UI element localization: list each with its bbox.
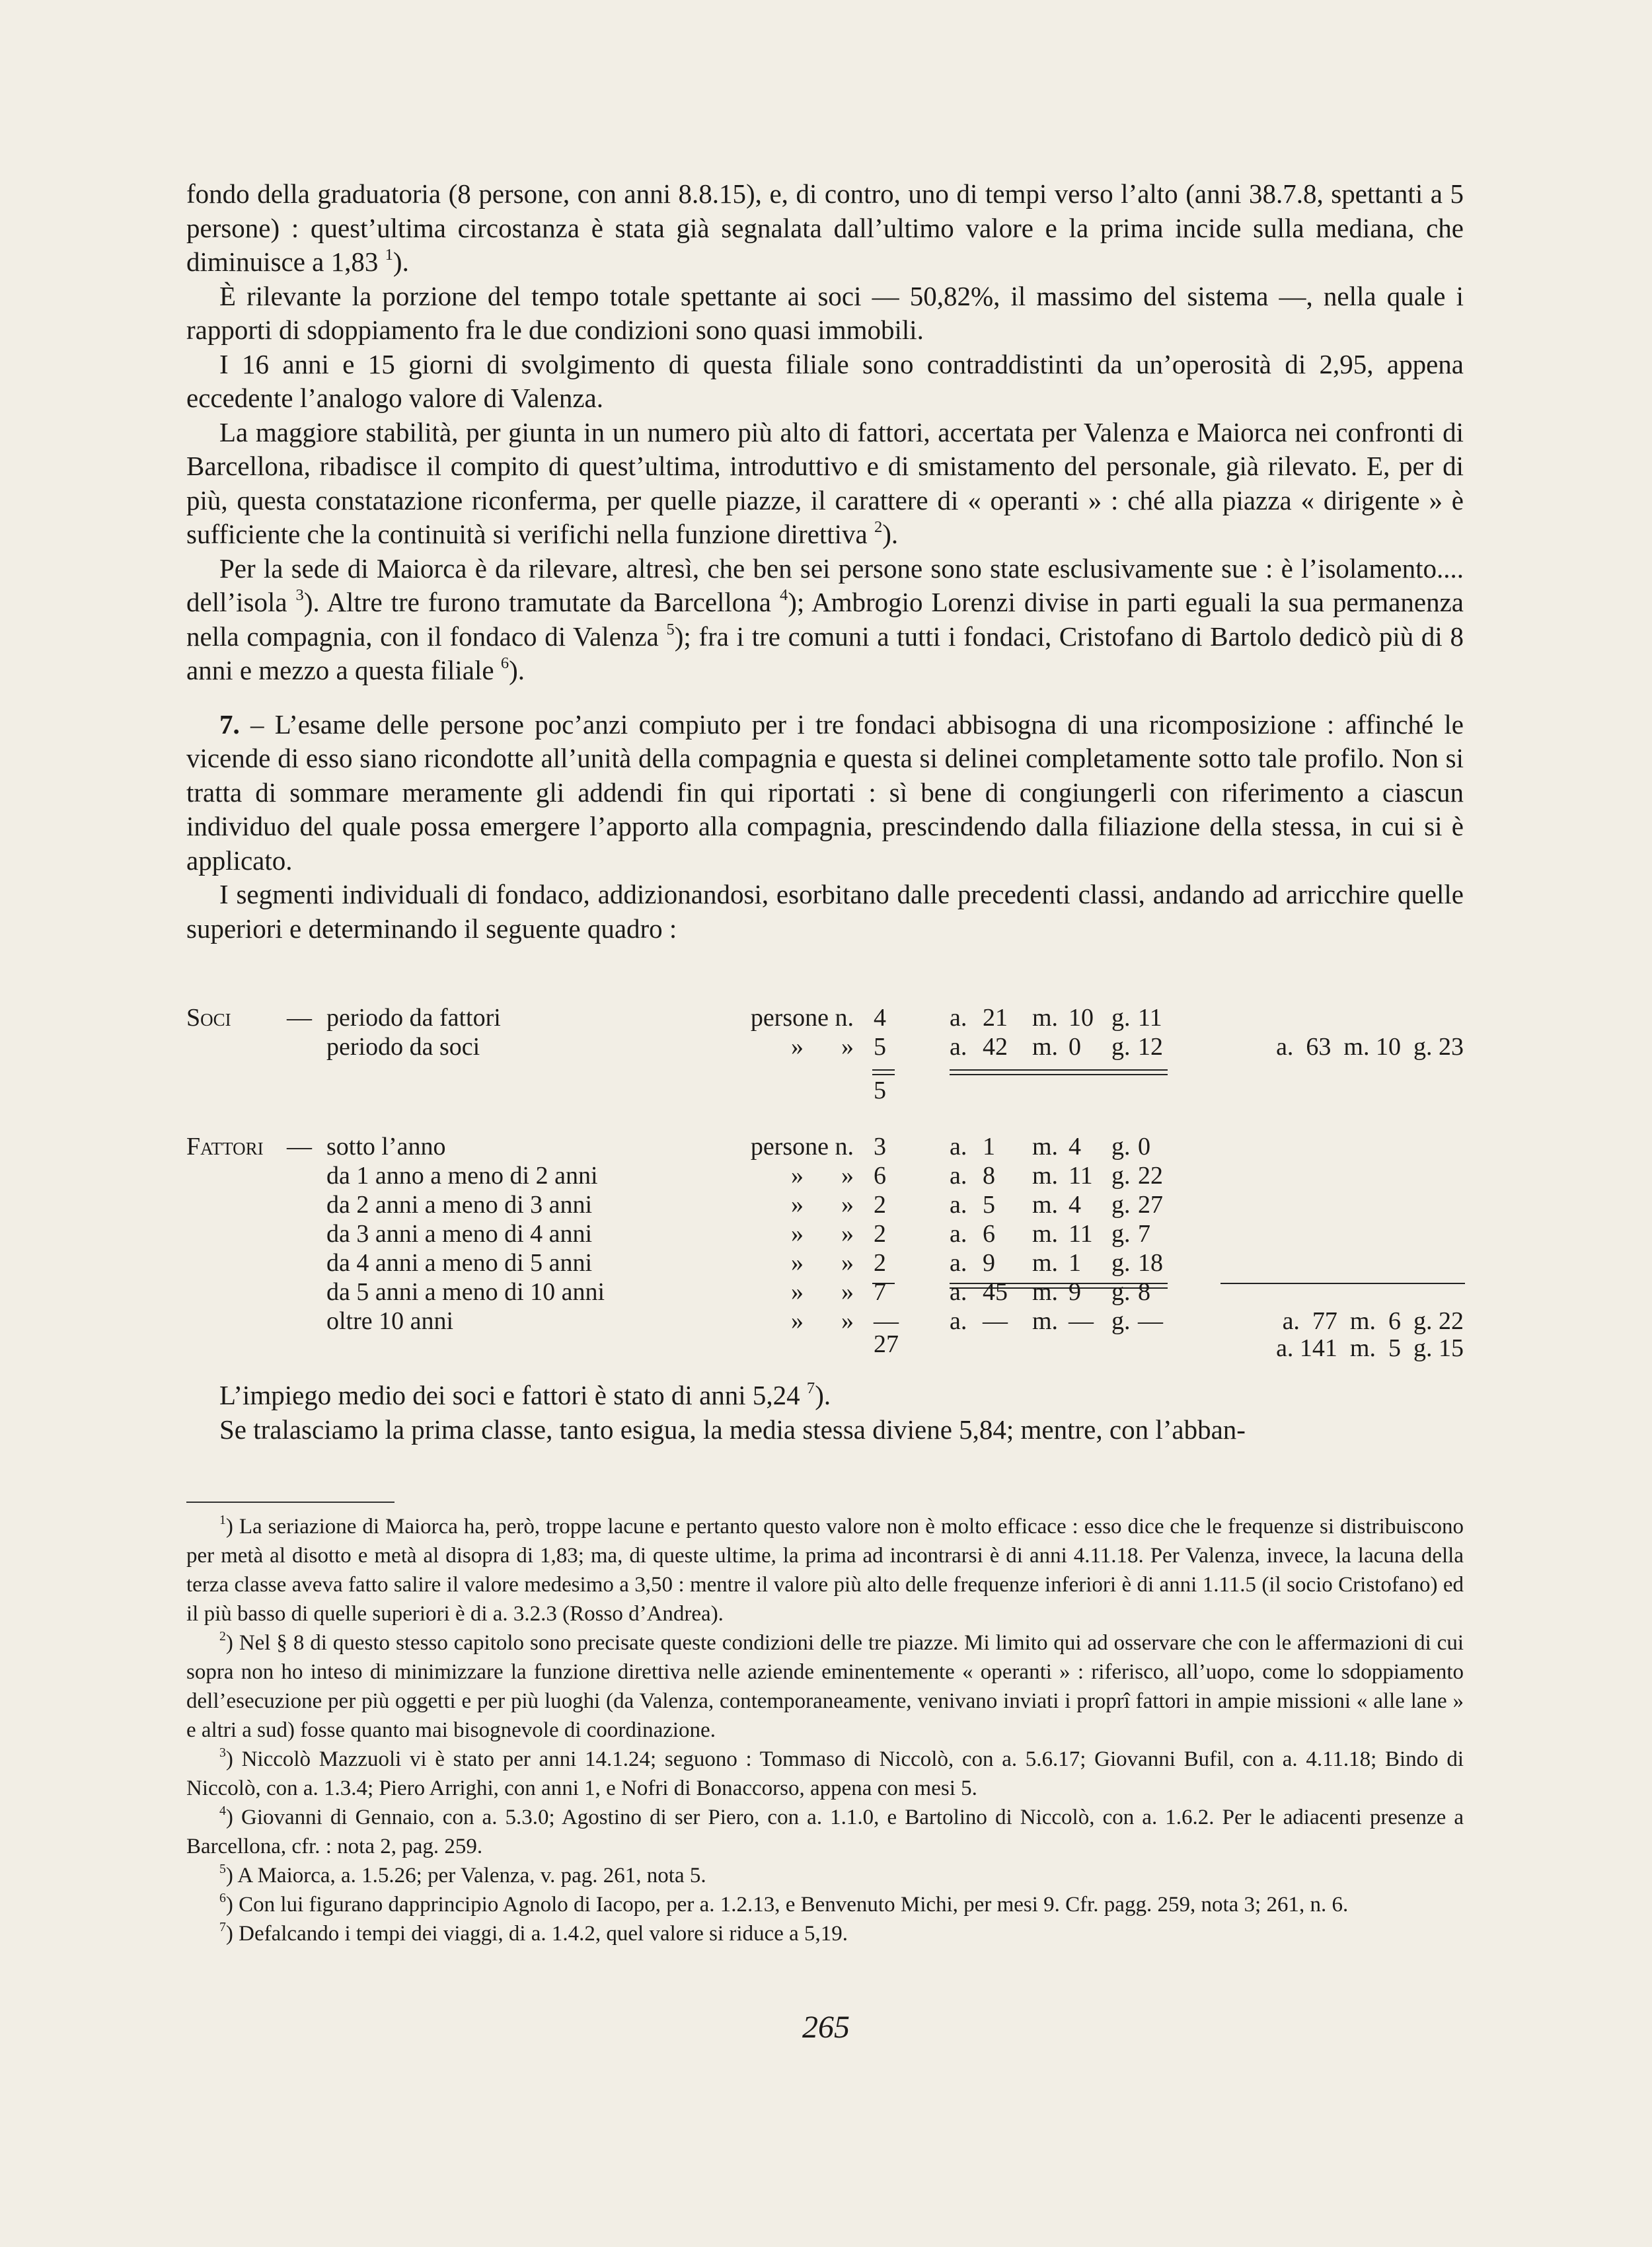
row-description: oltre 10 anni [326, 1307, 454, 1335]
text-run: ). [393, 247, 409, 277]
days-label: g. [1111, 1278, 1131, 1306]
footnote-paren: ) [225, 1631, 239, 1655]
row-description: da 1 anno a meno di 2 anni [326, 1162, 598, 1190]
table-row [186, 1248, 1464, 1277]
footnote-ref: 6 [500, 654, 509, 672]
footnotes [186, 1512, 1464, 1948]
footnote-text: Defalcando i tempi dei viaggi, di a. 1.4.2, quel valore si riduce a 5,19. [239, 1922, 848, 1946]
days-value: 18 [1138, 1249, 1163, 1277]
months-label: m. [1032, 1191, 1059, 1219]
paragraph [186, 878, 1464, 946]
row-description: da 5 anni a meno di 10 anni [326, 1278, 605, 1306]
table-row [186, 1330, 1464, 1363]
table-row [186, 1219, 1464, 1248]
person-count: 7 [874, 1278, 886, 1306]
days-value: 7 [1138, 1220, 1150, 1248]
months-label: m. [1032, 1278, 1059, 1306]
table-row [186, 1190, 1464, 1219]
person-count: 6 [874, 1162, 886, 1190]
paragraph [186, 177, 1464, 280]
footnote-paren: ) [225, 1806, 241, 1829]
footnote-ref: 4 [779, 586, 788, 604]
months-label: m. [1032, 1133, 1059, 1161]
person-count: 27 [874, 1330, 899, 1358]
days-label: g. [1111, 1033, 1131, 1061]
person-count: 5 [874, 1033, 886, 1061]
footnote-text: Niccolò Mazzuoli vi è stato per anni 14.1.24; seguono : Tommaso di Niccolò, con a. 5.6.17; Giovanni Bufil, con a. 4.11.18; Bindo di Niccolò, con a. 1.3.4; Piero Arrighi, con anni 1, e Nofri di Bonaccorso, appena con mesi 5. [186, 1747, 1464, 1800]
days-value: 11 [1138, 1004, 1162, 1032]
text-run: ); Ambrogio Lorenzi divise in parti eguali la sua permanenza nella compagnia, con il fondaco di Valenza [186, 587, 1464, 652]
main-text [186, 177, 1464, 946]
persone-label: persone n. [750, 1133, 854, 1161]
months-label: m. [1032, 1307, 1059, 1335]
years-label: a. [950, 1220, 967, 1248]
text-run: fondo della graduatoria (8 persone, con anni 8.8.15), e, di contro, uno di tempi verso l’alto (anni 38.7.8, spettanti a 5 persone) : quest’ultima circostanza è stata già segnalata dall’ultimo valore e la prima incide sulla mediana, che diminuisce a 1,83 [186, 178, 1464, 277]
row-description: periodo da fattori [326, 1004, 501, 1032]
footnote-paren: ) [225, 1893, 239, 1917]
footnote-ref: 3 [295, 586, 304, 604]
person-count: 5 [874, 1077, 886, 1104]
table-rule [950, 1069, 1168, 1075]
months-value: 1 [1069, 1249, 1081, 1277]
footnote-number: 5 [219, 1862, 226, 1877]
person-count: 2 [874, 1191, 886, 1219]
years-label: a. [950, 1004, 967, 1032]
paragraph [186, 708, 1464, 878]
footnote [186, 1919, 1464, 1948]
years-value: 5 [983, 1191, 995, 1219]
years-value: 21 [983, 1004, 1008, 1032]
months-value: — [1069, 1307, 1094, 1335]
paragraph [186, 280, 1464, 348]
years-value: 9 [983, 1249, 995, 1277]
paragraph [186, 1412, 1464, 1447]
years-value: 1 [983, 1133, 995, 1161]
days-value: 22 [1138, 1162, 1163, 1190]
years-label: a. [950, 1191, 967, 1219]
footnote [186, 1803, 1464, 1861]
days-value: 8 [1138, 1278, 1150, 1306]
person-count: 4 [874, 1004, 886, 1032]
footnote-paren: ) [225, 1922, 239, 1946]
footnote-text: Con lui figurano dapprincipio Agnolo di Iacopo, per a. 1.2.13, e Benvenuto Michi, per mesi 9. Cfr. pagg. 259, nota 3; 261, n. 6. [239, 1893, 1349, 1917]
person-count: 2 [874, 1220, 886, 1248]
days-label: g. [1111, 1249, 1131, 1277]
persone-label: » » [791, 1162, 854, 1190]
paragraph [186, 1378, 1464, 1412]
months-label: m. [1032, 1220, 1059, 1248]
subtotal: a. 63 m. 10 g. 23 [1276, 1033, 1464, 1061]
text-run: I 16 anni e 15 giorni di svolgimento di questa filiale sono contraddistinti da un’operosità di 2,95, appena eccedente l’analogo valore di Valenza. [186, 348, 1464, 413]
persone-label: » » [791, 1033, 854, 1061]
table-row [186, 1161, 1464, 1190]
footnote-number: 4 [219, 1804, 226, 1819]
concluding-text [186, 1378, 1464, 1447]
text-run: ). [815, 1380, 831, 1410]
text-run: È rilevante la porzione del tempo totale spettante ai soci — 50,82%, il massimo del sistema —, nella quale i rapporti di sdoppiamento fra le due condizioni sono quasi immobili. [186, 280, 1464, 345]
text-run: Per la sede di Maiorca è da rilevare, altresì, che ben sei persone sono state esclusivamente sue : è l’isolamento.... dell’isola [186, 552, 1464, 617]
footnote-ref: 5 [666, 620, 675, 638]
footnote-text: Giovanni di Gennaio, con a. 5.3.0; Agostino di ser Piero, con a. 1.1.0, e Bartolino di Niccolò, con a. 1.6.2. Per le adiacenti presenze a Barcellona, cfr. : nota 2, pag. 259. [186, 1806, 1464, 1858]
days-value: 27 [1138, 1191, 1163, 1219]
text-run: L’impiego medio dei soci e fattori è stato di anni 5,24 [219, 1380, 807, 1410]
row-description: da 3 anni a meno di 4 anni [326, 1220, 593, 1248]
years-label: a. [950, 1162, 967, 1190]
footnote-ref: 7 [806, 1379, 815, 1397]
table-row [186, 1132, 1464, 1161]
years-value: 45 [983, 1278, 1008, 1306]
text-run: ). [509, 655, 525, 685]
persone-label: » » [791, 1220, 854, 1248]
months-value: 4 [1069, 1133, 1081, 1161]
months-value: 10 [1069, 1004, 1094, 1032]
paragraph [186, 348, 1464, 416]
days-label: g. [1111, 1191, 1131, 1219]
paragraph [186, 416, 1464, 552]
years-value: — [983, 1307, 1008, 1335]
footnote [186, 1745, 1464, 1803]
group-label: Fattori [186, 1133, 264, 1161]
row-description: da 2 anni a meno di 3 anni [326, 1191, 593, 1219]
footnote [186, 1628, 1464, 1745]
table-row [186, 1076, 1464, 1105]
persone-label: » » [791, 1278, 854, 1306]
section-number: 7. [219, 708, 240, 740]
months-label: m. [1032, 1249, 1059, 1277]
days-value: 0 [1138, 1133, 1150, 1161]
footnote-text: A Maiorca, a. 1.5.26; per Valenza, v. pag. 261, nota 5. [237, 1864, 706, 1887]
text-run: Se tralasciamo la prima classe, tanto esigua, la media stessa diviene 5,84; mentre, con l’abban- [219, 1414, 1246, 1445]
persone-label: » » [791, 1249, 854, 1277]
footnote-ref: 1 [385, 245, 393, 264]
row-description: periodo da soci [326, 1033, 480, 1061]
days-label: g. [1111, 1133, 1131, 1161]
months-value: 0 [1069, 1033, 1081, 1061]
months-value: 9 [1069, 1278, 1081, 1306]
days-label: g. [1111, 1307, 1131, 1335]
footnote-number: 6 [219, 1891, 226, 1906]
paragraph [186, 552, 1464, 688]
days-label: g. [1111, 1162, 1131, 1190]
years-value: 6 [983, 1220, 995, 1248]
footnote-paren: ) [225, 1515, 239, 1539]
footnote [186, 1512, 1464, 1628]
text-run: La maggiore stabilità, per giunta in un numero più alto di fattori, accertata per Valenza e Maiorca nei confronti di Barcellona, ribadisce il compito di quest’ultima, introduttivo e di smistamento del personale, già rilevato. E, per di più, questa constatazione riconferma, per quelle piazze, il carattere di « operanti » : ché alla piazza « dirigente » è sufficiente che la continuità si verifichi nella funzione direttiva [186, 416, 1464, 549]
years-label: a. [950, 1249, 967, 1277]
footnote [186, 1890, 1464, 1919]
days-value: — [1138, 1307, 1163, 1335]
footnote-number: 1 [219, 1513, 226, 1528]
text-run: I segmenti individuali di fondaco, addizionandosi, esorbitano dalle precedenti classi, andando ad arricchire quelle superiori e determinando il seguente quadro : [186, 879, 1464, 944]
person-count: — [874, 1307, 899, 1335]
group-label: Soci [186, 1004, 231, 1032]
years-value: 42 [983, 1033, 1008, 1061]
years-value: 8 [983, 1162, 995, 1190]
footnote-separator [186, 1502, 394, 1503]
table-row [186, 1307, 1464, 1336]
months-label: m. [1032, 1004, 1059, 1032]
footnote-ref: 2 [874, 517, 883, 536]
dash: — [287, 1133, 312, 1161]
months-value: 11 [1069, 1220, 1093, 1248]
footnote-paren: ) [225, 1864, 238, 1887]
footnote-number: 2 [219, 1629, 226, 1644]
months-value: 11 [1069, 1162, 1093, 1190]
text-run: – L’esame delle persone poc’anzi compiuto per i tre fondaci abbisogna di una ricomposizione : affinché le vicende di esso siano ricondotte all’unità della compagnia e questa si delinei completamente sotto tale profilo. Non si tratta di sommare meramente gli addendi fin qui riportati : sì bene di congiungerli con riferimento a ciascun individuo del quale possa emergere l’apporto alla compagnia, prescindendo dalla filiazione della stessa, in cui si è applicato. [186, 708, 1464, 876]
persone-label: persone n. [750, 1004, 854, 1032]
text-run: ). [882, 519, 899, 549]
footnote-number: 7 [219, 1920, 226, 1935]
footnote-text: Nel § 8 di questo stesso capitolo sono precisate queste condizioni delle tre piazze. Mi limito qui ad osservare che con le affermazioni di cui sopra non ho inteso di minimizzare la funzione direttiva nelle aziende eminentemente « operanti » : riferisco, all’uopo, come lo sdoppiamento dell’esecuzione per più oggetti e per più luoghi (da Valenza, contemporaneamente, venivano inviati i proprî fattori in ampie missioni « alle lane » e altri a sud) fosse quanto mai bisognevole di coordinazione. [186, 1631, 1464, 1742]
footnote-number: 3 [219, 1745, 226, 1761]
footnote-text: La seriazione di Maiorca ha, però, troppe lacune e pertanto questo valore non è molto efficace : esso dice che le frequenze si distribuiscono per metà al disotto e metà al disopra di 1,83; ma, di queste ultime, la prima ad incontrarsi è di anni 4.11.18. Per Valenza, invece, la lacuna della terza classe aveva fatto salire il valore medesimo a 3,50 : mentre il valore più alto delle frequenze inferiori è di anni 1.11.5 (il socio Cristofano) ed il più basso di quelle superiori è di a. 3.2.3 (Rosso d’Andrea). [186, 1515, 1464, 1626]
subtotal: a. 141 m. 5 g. 15 [1276, 1334, 1464, 1362]
text-run: ). Altre tre furono tramutate da Barcellona [303, 587, 780, 617]
text-run: ); fra i tre comuni a tutti i fondaci, Cristofano di Bartolo dedicò più di 8 anni e mezzo a questa filiale [186, 621, 1464, 685]
table-row [186, 1277, 1464, 1307]
days-value: 12 [1138, 1033, 1163, 1061]
days-label: g. [1111, 1004, 1131, 1032]
days-label: g. [1111, 1220, 1131, 1248]
years-label: a. [950, 1133, 967, 1161]
table-row [186, 1032, 1464, 1061]
months-label: m. [1032, 1033, 1059, 1061]
row-description: sotto l’anno [326, 1133, 446, 1161]
page-number: 265 [802, 2010, 850, 2045]
person-count: 3 [874, 1133, 886, 1161]
years-label: a. [950, 1033, 967, 1061]
row-description: da 4 anni a meno di 5 anni [326, 1249, 593, 1277]
person-count: 2 [874, 1249, 886, 1277]
subtotal: a. 77 m. 6 g. 22 [1282, 1307, 1464, 1335]
table-row [186, 1003, 1464, 1032]
months-value: 4 [1069, 1191, 1081, 1219]
footnote-paren: ) [225, 1747, 242, 1771]
table-rule [872, 1069, 895, 1075]
footnote [186, 1861, 1464, 1890]
persone-label: » » [791, 1307, 854, 1335]
years-label: a. [950, 1307, 967, 1335]
months-label: m. [1032, 1162, 1059, 1190]
dash: — [287, 1004, 312, 1032]
persone-label: » » [791, 1191, 854, 1219]
years-label: a. [950, 1278, 967, 1306]
